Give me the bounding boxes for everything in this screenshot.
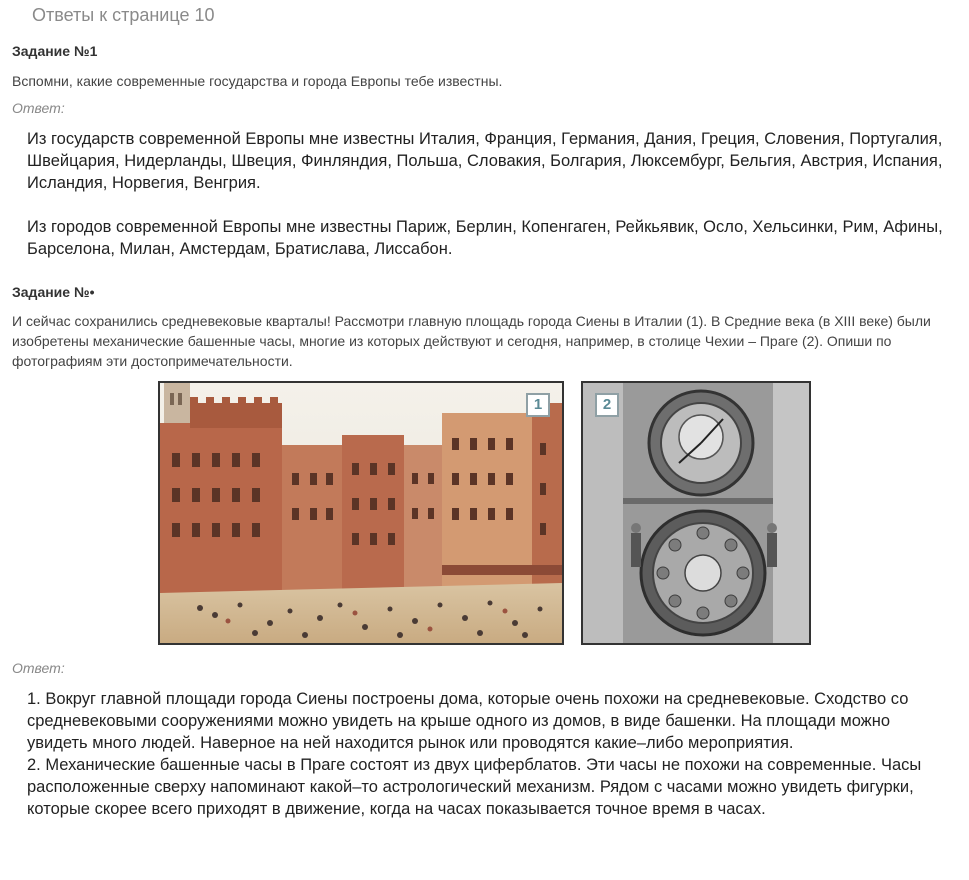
- prague-clock-photo: [581, 381, 811, 645]
- siena-square-photo: [158, 381, 564, 645]
- task-1-answer: [27, 128, 947, 260]
- siena-square-illustration: [160, 383, 562, 643]
- task-2-title: Задание №•: [12, 284, 95, 300]
- task-1-answer-cities: Из городов современной Европы мне известны Париж, Берлин, Копенгаген, Рейкьявик, Осло, Хельсинки, Рим, Афины, Барселона, Милан, Амстердам, Братислава, Лиссабон.: [27, 218, 943, 258]
- task-2-answer-siena: 1. Вокруг главной площади города Сиены построены дома, которые очень похожи на средневековые. Сходство со средневековыми сооружениями можно увидеть на крыше одного из домов, в виде башенки. На площади можно увидеть много людей. Наверное на ней находится рынок или проводятся какие–либо мероприятия.: [27, 690, 909, 752]
- photo-1-badge: 1: [526, 393, 550, 417]
- task-2-question: И сейчас сохранились средневековые кварталы! Рассмотри главную площадь города Сиены в Италии (1). В Средние века (в XIII веке) были изобретены механические башенные часы, многие из которых действуют и сегодня, например, в столице Чехии – Праге (2). Опиши по фотографиям эти достопримечательности.: [12, 313, 931, 369]
- task-2-answer-prague: 2. Механические башенные часы в Праге состоят из двух циферблатов. Эти часы не похожи на современные. Часы расположенные сверху напоминают какой–то астрологический механизм. Рядом с часами можно увидеть фигурки, которые скорее всего приходят в движение, когда на часах показывается точное время в часах.: [27, 756, 922, 818]
- task-1-question: Вспомни, какие современные государства и города Европы тебе известны.: [12, 73, 503, 89]
- task-1-answer-label: Ответ:: [12, 100, 65, 116]
- page-title: Ответы к странице 10: [32, 5, 215, 25]
- task-1-answer-states: Из государств современной Европы мне известны Италия, Франция, Германия, Дания, Греция, Словения, Португалия, Швейцария, Нидерланды, Швеция, Финляндия, Польша, Словакия, Болгария, Люксембург, Бельгия, Австрия, Испания, Исландия, Норвегия, Венгрия.: [27, 130, 943, 192]
- task-2-answer: [27, 688, 947, 820]
- photo-2-badge: 2: [595, 393, 619, 417]
- prague-clock-illustration: [583, 383, 809, 643]
- task-1-title: Задание №1: [12, 43, 98, 59]
- task-2-answer-label: Ответ:: [12, 660, 65, 676]
